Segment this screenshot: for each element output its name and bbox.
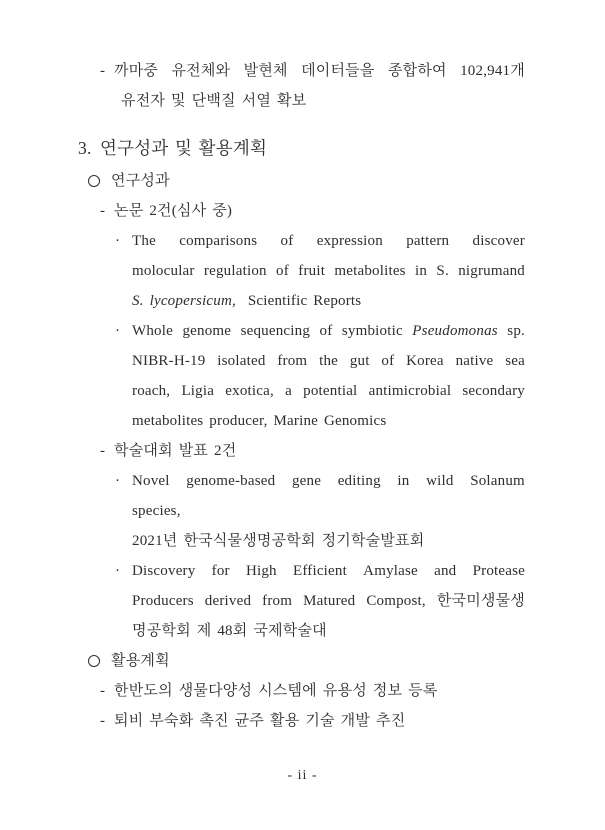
- doc-line: [115, 466, 525, 496]
- line-text: [132, 623, 327, 639]
- word: Whole: [132, 323, 173, 339]
- word: nigrumand: [458, 263, 525, 279]
- line-text: [132, 293, 361, 309]
- word: in: [415, 263, 428, 279]
- word: genome: [182, 323, 232, 339]
- doc-line: [100, 676, 525, 706]
- word: 발현체: [243, 63, 288, 79]
- line-text: [132, 226, 525, 256]
- word: expression: [316, 233, 383, 249]
- line-text: [111, 173, 170, 189]
- section-heading: [78, 132, 525, 164]
- doc-line: [132, 256, 525, 286]
- word: Novel: [132, 473, 170, 489]
- text-segment: 학술대회 발표 2건: [114, 443, 237, 459]
- text-segment: 2021년 한국식물생명공학회 정기학술발표회: [132, 533, 425, 549]
- word: Compost,: [366, 593, 426, 609]
- doc-line: [115, 556, 525, 586]
- word: Matured: [303, 593, 356, 609]
- line-text: [132, 376, 525, 406]
- word: comparisons: [179, 233, 258, 249]
- doc-line: [132, 616, 525, 646]
- text-segment: 연구성과 및 활용계획: [100, 138, 268, 158]
- word: native: [455, 353, 494, 369]
- dot-bullet-icon: ·: [115, 473, 121, 489]
- word: editing: [337, 473, 381, 489]
- text-segment: metabolites producer, Marine Genomics: [132, 413, 387, 429]
- line-text: [132, 533, 424, 549]
- dash-bullet-icon: -: [100, 713, 106, 729]
- word: 한국미생물생: [436, 593, 525, 609]
- word: for: [211, 563, 230, 579]
- word: Ligia: [181, 383, 215, 399]
- doc-line: [100, 706, 525, 736]
- word: genome-based: [186, 473, 276, 489]
- line-text: [121, 93, 306, 109]
- word: in: [397, 473, 410, 489]
- line-text: [100, 138, 267, 158]
- doc-line: [111, 166, 525, 196]
- heading-number: 3.: [78, 138, 92, 158]
- word: of: [381, 353, 395, 369]
- page-number: - ii -: [287, 768, 318, 783]
- circle-bullet-icon: [88, 655, 100, 667]
- word: of: [276, 263, 289, 279]
- doc-line: [111, 646, 525, 676]
- dot-bullet-icon: ·: [115, 323, 121, 339]
- word: 종합하여: [387, 63, 447, 79]
- word: Solanum: [470, 473, 525, 489]
- word: sea: [505, 353, 525, 369]
- text-segment: 유전자 및 단백질 서열 확보: [121, 93, 307, 109]
- word: roach,: [132, 383, 171, 399]
- line-text: [132, 466, 525, 496]
- word: S.: [436, 263, 449, 279]
- word: 데이터들을: [301, 63, 375, 79]
- word: secondary: [462, 383, 525, 399]
- line-text: [114, 56, 525, 86]
- word: 102,941개: [460, 63, 525, 79]
- doc-line: [132, 376, 525, 406]
- line-text: [132, 346, 525, 376]
- word: metabolites: [334, 263, 406, 279]
- line-text: [111, 653, 170, 669]
- dash-bullet-icon: -: [100, 203, 106, 219]
- word: High: [245, 563, 277, 579]
- line-text: [132, 413, 386, 429]
- word: isolated: [217, 353, 266, 369]
- word: exotica,: [225, 383, 274, 399]
- word: sp.: [507, 323, 525, 339]
- word: Amylase: [363, 563, 418, 579]
- text-segment: 연구성과: [111, 173, 170, 189]
- dash-bullet-icon: -: [100, 63, 106, 79]
- word: the: [319, 353, 339, 369]
- doc-line: [115, 316, 525, 346]
- text-segment: species,: [132, 503, 181, 519]
- text-segment: 논문 2건(심사 중): [114, 203, 233, 219]
- doc-line: [115, 226, 525, 256]
- text-segment: 명공학회 제 48회 국제학술대: [132, 623, 327, 639]
- doc-line: [132, 526, 525, 556]
- word: wild: [426, 473, 454, 489]
- doc-line: [100, 196, 525, 226]
- word: gene: [291, 473, 322, 489]
- word: antimicrobial: [368, 383, 452, 399]
- word: sequencing: [240, 323, 311, 339]
- text-segment: 활용계획: [111, 653, 170, 669]
- line-text: [132, 586, 525, 616]
- word: Efficient: [292, 563, 347, 579]
- word: Pseudomonas: [412, 323, 498, 339]
- word: Producers: [132, 593, 194, 609]
- word: 까마중: [114, 63, 159, 79]
- text-segment: Scientific Reports: [235, 293, 362, 309]
- word: gut: [349, 353, 370, 369]
- word: 유전체와: [171, 63, 231, 79]
- word: of: [280, 233, 294, 249]
- line-text: [132, 556, 525, 586]
- line-text: [114, 203, 232, 219]
- line-text: [114, 683, 438, 699]
- word: Korea: [406, 353, 444, 369]
- word: a: [285, 383, 292, 399]
- line-text: [132, 316, 525, 346]
- doc-line: [132, 406, 525, 436]
- doc-line: [121, 86, 525, 116]
- doc-line: [132, 286, 525, 316]
- word: NIBR-H-19: [132, 353, 206, 369]
- line-text: [132, 256, 525, 286]
- word: The: [132, 233, 156, 249]
- doc-line: [132, 496, 525, 526]
- doc-line: [100, 436, 525, 466]
- word: pattern: [406, 233, 450, 249]
- word: discover: [472, 233, 525, 249]
- text-segment: 퇴비 부숙화 촉진 균주 활용 기술 개발 추진: [114, 713, 406, 729]
- dot-bullet-icon: ·: [115, 563, 121, 579]
- word: symbiotic: [341, 323, 403, 339]
- word: regulation: [203, 263, 267, 279]
- word: molocular: [132, 263, 195, 279]
- dash-bullet-icon: -: [100, 683, 106, 699]
- word: derived: [204, 593, 252, 609]
- word: Discovery: [132, 563, 196, 579]
- line-text: [114, 713, 405, 729]
- line-text: [114, 443, 236, 459]
- doc-line: [132, 586, 525, 616]
- line-text: [132, 503, 181, 519]
- word: fruit: [298, 263, 326, 279]
- doc-line: [132, 346, 525, 376]
- word: and: [434, 563, 457, 579]
- circle-bullet-icon: [88, 175, 100, 187]
- doc-line: [100, 56, 525, 86]
- text-segment: 한반도의 생물다양성 시스템에 유용성 정보 등록: [114, 683, 438, 699]
- text-segment: S. lycopersicum,: [132, 293, 236, 309]
- dash-bullet-icon: -: [100, 443, 106, 459]
- word: from: [262, 593, 293, 609]
- dot-bullet-icon: ·: [115, 233, 121, 249]
- document-body: [0, 56, 605, 736]
- word: from: [277, 353, 308, 369]
- word: potential: [303, 383, 358, 399]
- word: of: [319, 323, 333, 339]
- word: Protease: [472, 563, 525, 579]
